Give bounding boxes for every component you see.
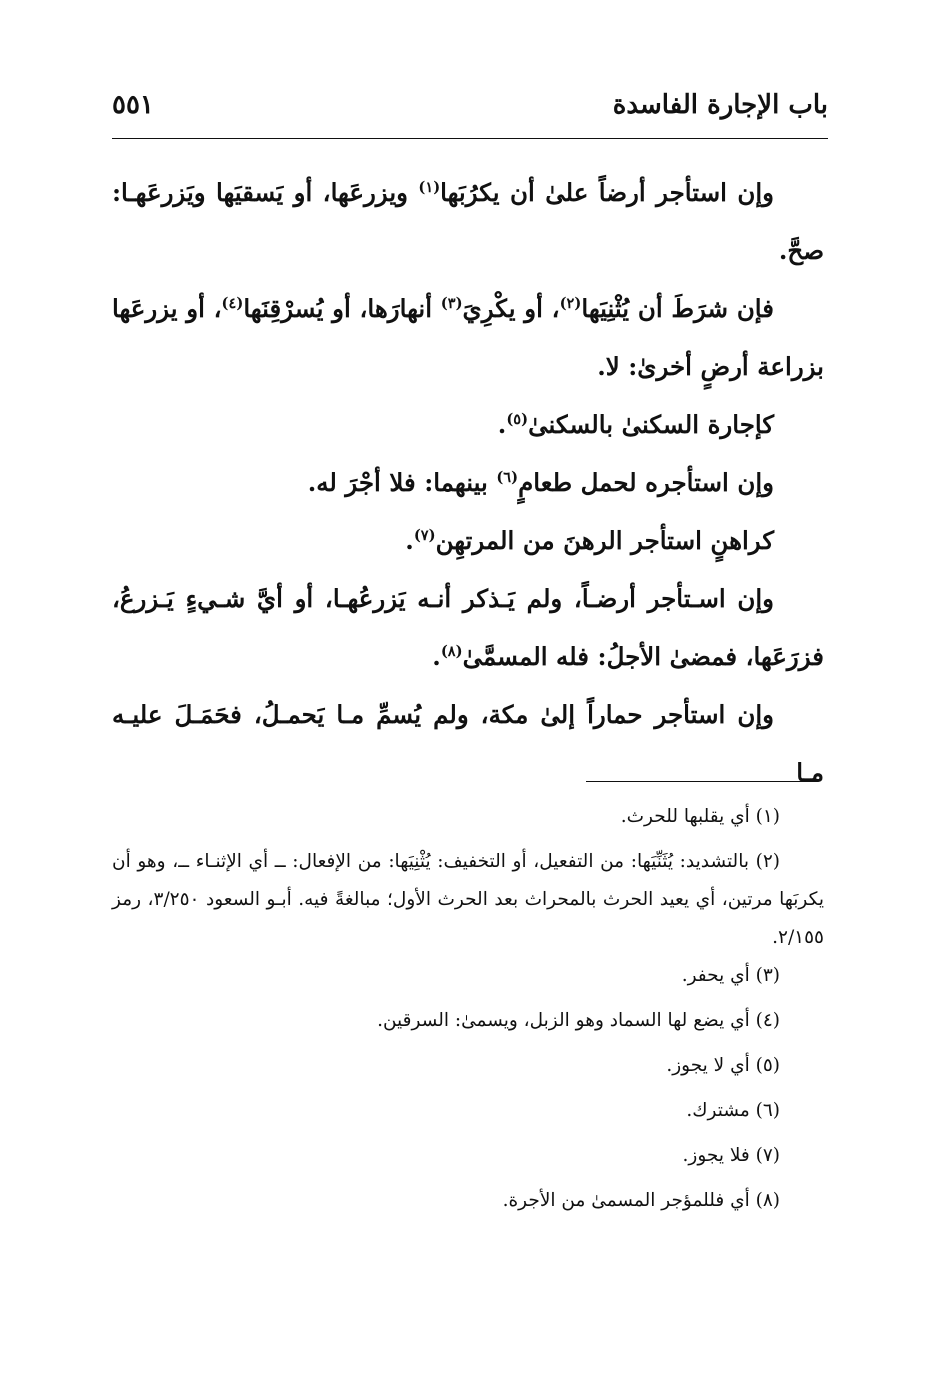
- paragraph-5: [112, 512, 824, 570]
- footnote-ref-2: (٢): [559, 294, 582, 312]
- chapter-title: باب الإجارة الفاسدة: [612, 90, 828, 120]
- paragraph-6: [112, 570, 824, 686]
- paragraph-2-text-b: ، أو يكْرِيَ: [462, 294, 560, 323]
- paragraph-3-text-b: .: [497, 410, 507, 439]
- footnote-5: (٥) أي لا يجوز.: [666, 1055, 780, 1076]
- paragraph-2: [112, 280, 824, 396]
- paragraph-3-text-a: كإجارة السكنىٰ بالسكنىٰ: [528, 410, 774, 439]
- paragraph-4-text-a: وإن استأجره لحمل طعامٍ: [518, 468, 774, 497]
- footnote-ref-6: (٦): [496, 468, 519, 486]
- paragraph-1-text-b: ويزرعَها، أو يَسقيَها ويَزرعَهـا: صحَّ.: [112, 178, 824, 265]
- footnote-ref-1: (١): [418, 178, 441, 196]
- footnote-ref-7: (٧): [413, 526, 436, 544]
- paragraph-2-text-d: ، أو يزرعَها بزراعة أرضٍ أخرىٰ: لا.: [112, 294, 824, 381]
- paragraph-5-text-b: .: [405, 526, 414, 555]
- paragraph-1-text-a: وإن استأجر أرضاً علىٰ أن يكرُبَها: [440, 178, 774, 207]
- paragraph-3: [112, 396, 824, 454]
- paragraph-4: [112, 454, 824, 512]
- header-divider: [112, 138, 828, 139]
- paragraph-4-text-b: بينهما: فلا أجْرَ له.: [307, 468, 497, 497]
- running-head: [112, 86, 828, 134]
- footnote-ref-3: (٣): [440, 294, 463, 312]
- footnote-ref-5: (٥): [506, 410, 529, 428]
- footnote-ref-8: (٨): [440, 642, 463, 660]
- footnote-2: (٢) بالتشديد: يُثَنِّيَها: من التفعيل، أو التخفيف: يُثْنِيَها: من الإفعال: ــ أي الإثنـاء ــ، وهو أن يكربَها مرتين، أي يعيد الحرث بالمحراث بعد الحرث الأول؛ مبالغةً فيه. أبـو السعود ٣/٢٥٠، رمز ٢/١٥٥.: [112, 851, 824, 948]
- paragraph-5-text-a: كراهنٍ استأجر الرهنَ من المرتهِن: [435, 526, 774, 555]
- paragraph-7: [112, 686, 824, 802]
- paragraph-1: [112, 164, 824, 280]
- paragraph-6-text-b: .: [432, 642, 441, 671]
- footnote-8: (٨) أي فللمؤجر المسمىٰ من الأجرة.: [502, 1190, 780, 1211]
- main-text: [112, 164, 824, 802]
- footnote-6: (٦) مشترك.: [686, 1100, 780, 1121]
- footnote-3: (٣) أي يحفر.: [681, 965, 780, 986]
- paragraph-6-text-a: وإن اسـتأجر أرضـاً، ولم يَـذكر أنـه يَزرعُهـا، أو أيَّ شـيءٍ يَـزرعُ، فزرَعَها، فمضىٰ الأجلُ: فله المسمَّىٰ: [112, 584, 824, 671]
- footnote-7: (٧) فلا يجوز.: [682, 1145, 780, 1166]
- footnote-1: (١) أي يقلبها للحرث.: [620, 806, 780, 827]
- paragraph-2-text-c: أنهارَها، أو يُسرْقِنَها: [243, 294, 441, 323]
- paragraph-2-text-a: فإن شرَطَ أن يُثْنِيَها: [581, 294, 774, 323]
- footnote-ref-4: (٤): [221, 294, 244, 312]
- paragraph-7-text: وإن استأجر حماراً إلىٰ مكة، ولم يُسمِّ مـا يَحمـلُ، فحَمَـلَ عليـه مـا: [112, 700, 824, 787]
- footnote-divider: [586, 781, 818, 782]
- footnotes: [112, 798, 824, 1227]
- page-number: ٥٥١: [112, 90, 154, 120]
- footnote-4: (٤) أي يضع لها السماد وهو الزبل، ويسمىٰ: السرقين.: [377, 1010, 780, 1031]
